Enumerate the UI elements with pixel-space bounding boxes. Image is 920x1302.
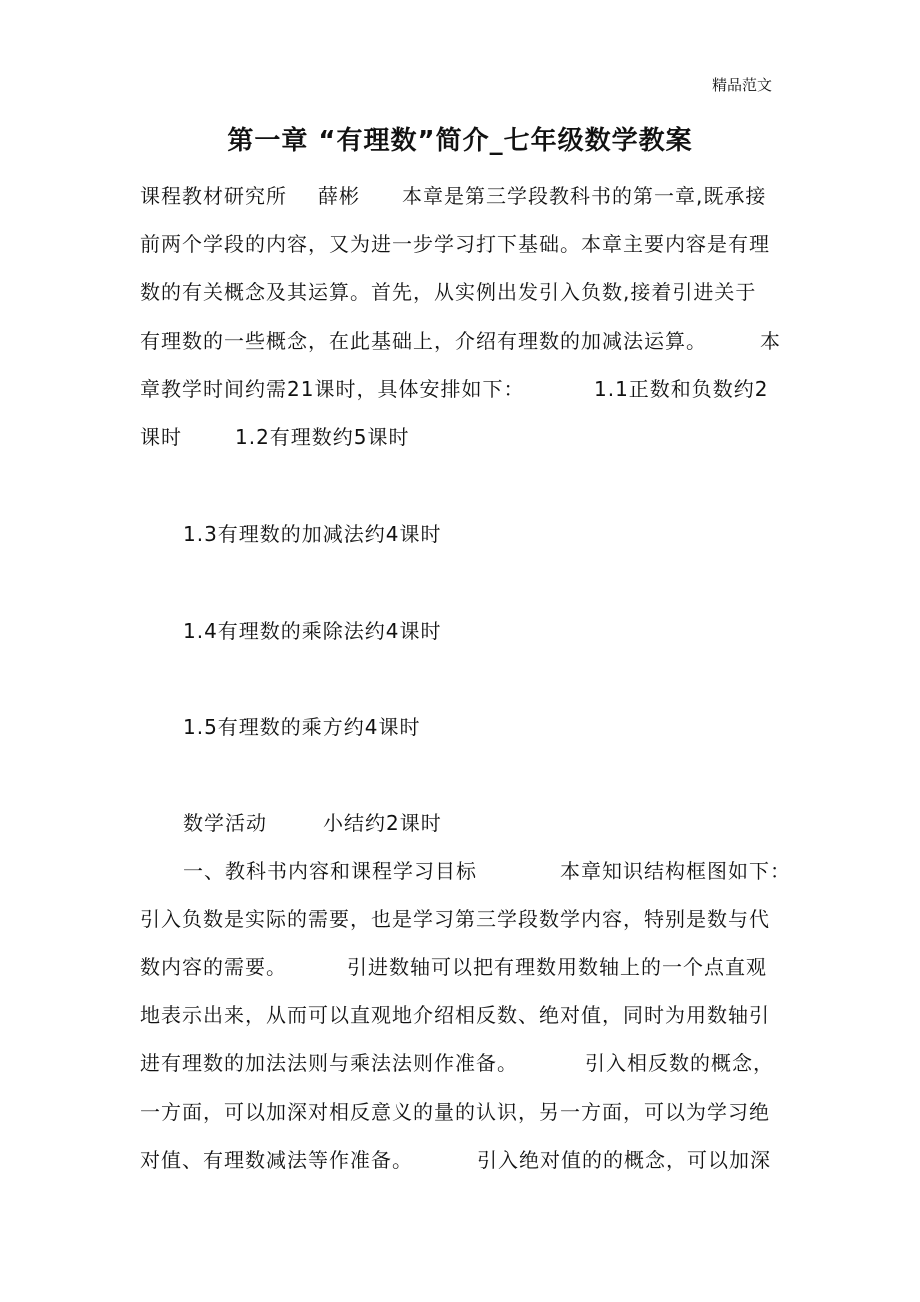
text-segment: 1.5有理数的乘方约4课时 <box>183 715 421 739</box>
header-tag: 精品范文 <box>712 76 773 94</box>
text-segment: 对值、有理数减法等作准备。 <box>140 1148 413 1172</box>
text-segment: 1.3有理数的加减法约4课时 <box>183 522 442 546</box>
text-segment: 数学活动 <box>183 811 267 835</box>
text-segment: 1.1正数和负数约2 <box>594 377 769 401</box>
text-segment: 1.2有理数约5课时 <box>235 425 410 449</box>
text-segment: 课时 <box>140 425 182 449</box>
text-segment: 地表示出来，从而可以直观地介绍相反数、绝对值，同时为用数轴引 <box>140 1003 770 1027</box>
text-segment: 薛彬 <box>318 184 360 208</box>
text-segment: 章教学时间约需21课时，具体安排如下： <box>140 377 525 401</box>
text-segment: 引进数轴可以把有理数用数轴上的一个点直观 <box>347 955 767 979</box>
text-segment: 进有理数的加法法则与乘法法则作准备。 <box>140 1051 518 1075</box>
text-segment: 引入相反数的概念， <box>585 1051 774 1075</box>
text-segment: 引入绝对值的的概念，可以加深 <box>477 1148 771 1172</box>
text-segment: 数内容的需要。 <box>140 955 287 979</box>
text-segment: 前两个学段的内容，又为进一步学习打下基础。本章主要内容是有理 <box>140 232 770 256</box>
text-segment: 本章是第三学段教科书的第一章,既承接 <box>402 184 767 208</box>
text-segment: 有理数的一些概念，在此基础上，介绍有理数的加减法运算。 <box>140 329 707 353</box>
text-segment: 1.4有理数的乘除法约4课时 <box>183 619 442 643</box>
document-title: 第一章 “有理数”简介_七年级数学教案 <box>227 126 693 156</box>
text-segment: 小结约2课时 <box>323 811 442 835</box>
text-segment: 数的有关概念及其运算。首先，从实例出发引入负数,接着引进关于 <box>140 280 757 304</box>
text-segment: 一方面，可以加深对相反意义的量的认识，另一方面，可以为学习绝 <box>140 1100 770 1124</box>
text-segment: 课程教材研究所 <box>140 184 287 208</box>
text-segment: 本章知识结构框图如下： <box>560 859 791 883</box>
text-segment: 引入负数是实际的需要，也是学习第三学段数学内容，特别是数与代 <box>140 907 770 931</box>
text-segment: 本 <box>760 329 781 353</box>
text-segment: 一、教科书内容和课程学习目标 <box>183 859 477 883</box>
